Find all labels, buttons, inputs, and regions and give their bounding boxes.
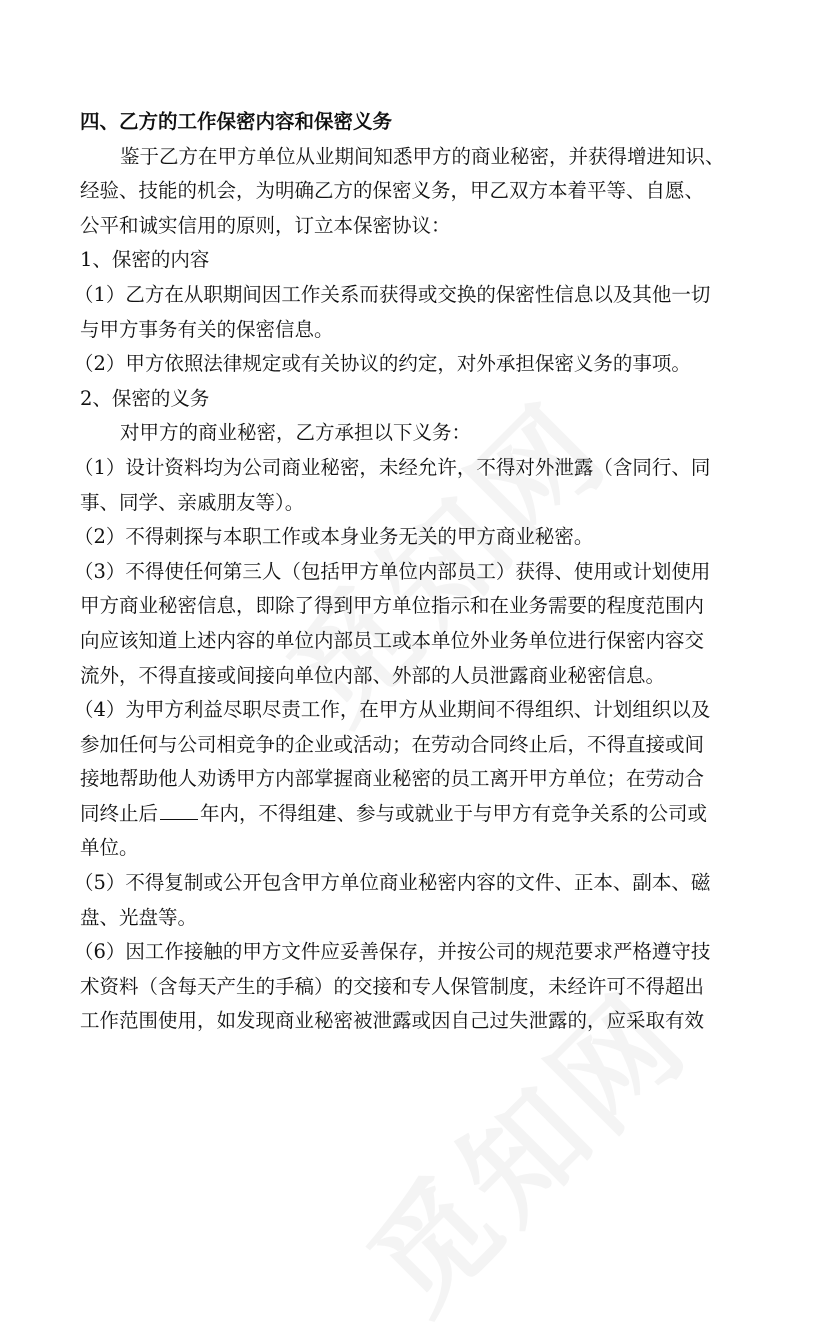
obligation-3-line: 流外，不得直接或间接向单位内部、外部的人员泄露商业秘密信息。: [80, 663, 666, 687]
obligation-4-line: 参加任何与公司相竞争的企业或活动；在劳动合同终止后，不得直接或间: [80, 732, 705, 756]
obligation-4-line: （4）为甲方利益尽职尽责工作，在甲方从业期间不得组织、计划组织以及: [74, 698, 711, 722]
obligation-4-text: 年内，不得组建、参与或就业于与甲方有竞争关系的公司或: [200, 801, 708, 825]
part1-item-1-line: 与甲方事务有关的保密信息。: [80, 317, 334, 341]
obligation-4-line: 接地帮助他人劝诱甲方内部掌握商业秘密的员工离开甲方单位；在劳动合: [80, 767, 705, 791]
intro-line: 经验、技能的机会，为明确乙方的保密义务，甲乙双方本着平等、自愿、: [80, 179, 705, 203]
obligation-3-line: 向应该知道上述内容的单位内部员工或本单位外业务单位进行保密内容交: [80, 628, 705, 652]
obligation-5-line: （5）不得复制或公开包含甲方单位商业秘密内容的文件、正本、副本、磁: [74, 871, 711, 895]
intro-line: 公平和诚实信用的原则，订立本保密协议：: [80, 213, 451, 237]
obligation-3-line: 甲方商业秘密信息，即除了得到甲方单位指示和在业务需要的程度范围内: [80, 594, 705, 618]
blank-years-field: [160, 801, 198, 820]
obligation-5-line: 盘、光盘等。: [80, 905, 198, 929]
part1-title: 1、保密的内容: [80, 248, 210, 272]
obligation-6-line: 术资料（含每天产生的手稿）的交接和专人保管制度，未经许可不得超出: [80, 974, 705, 998]
obligation-4-line-with-blank: [80, 797, 760, 832]
intro-line: 鉴于乙方在甲方单位从业期间知悉甲方的商业秘密，并获得增进知识、: [120, 144, 725, 168]
obligation-4-text: 同终止后: [80, 801, 159, 825]
obligation-1-line: 事、同学、亲戚朋友等）。: [80, 490, 305, 514]
obligation-6-line: （6）因工作接触的甲方文件应妥善保存，并按公司的规范要求严格遵守技: [74, 940, 711, 964]
part1-item-2-line: （2）甲方依照法律规定或有关协议的约定，对外承担保密义务的事项。: [74, 352, 691, 376]
obligation-3-line: （3）不得使任何第三人（包括甲方单位内部员工）获得、使用或计划使用: [74, 559, 711, 583]
obligation-6-line: 工作范围使用，如发现商业秘密被泄露或因自己过失泄露的，应采取有效: [80, 1009, 705, 1033]
obligation-4-line: 单位。: [80, 836, 139, 860]
section-title: 四、乙方的工作保密内容和保密义务: [80, 110, 393, 133]
obligation-1-line: （1）设计资料均为公司商业秘密，未经允许，不得对外泄露（含同行、同: [74, 455, 711, 479]
document-body: [74, 105, 760, 1039]
part2-title: 2、保密的义务: [80, 386, 210, 410]
part1-item-1-line: （1）乙方在从职期间因工作关系而获得或交换的保密性信息以及其他一切: [74, 282, 711, 306]
part2-intro: 对甲方的商业秘密，乙方承担以下义务：: [120, 421, 472, 445]
obligation-2-line: （2）不得刺探与本职工作或本身业务无关的甲方商业秘密。: [74, 525, 594, 549]
